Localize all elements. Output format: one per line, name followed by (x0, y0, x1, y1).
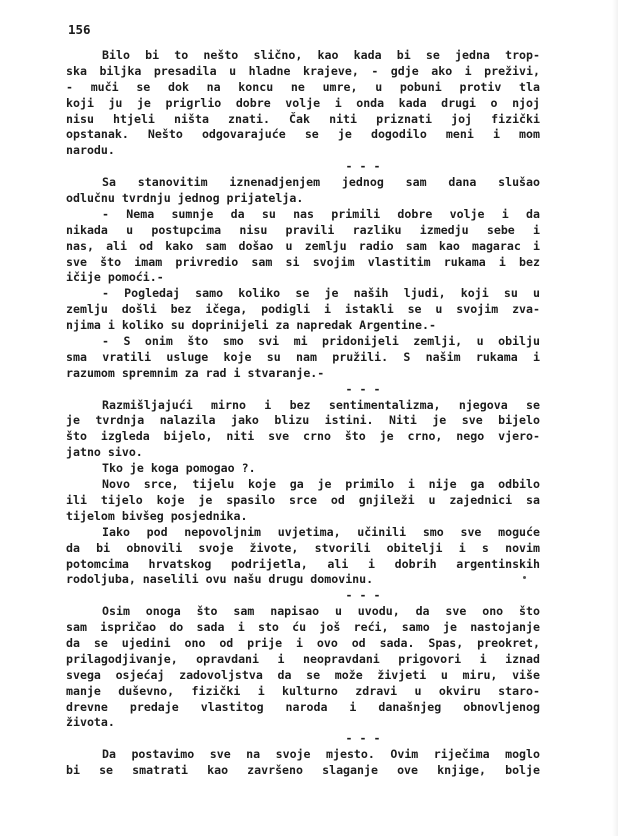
section-separator: - - - (345, 588, 381, 603)
text-line: tijelom bivšeg posjednika. (66, 508, 248, 523)
text-line: potomcima hrvatskog podrijetla, ali i dobrih argentinskih (66, 556, 540, 571)
text-line: - muči se dok na koncu ne umre, u pobuni protiv tla (66, 79, 540, 94)
text-line: je tvrdnja nalazila jako blizu istini. Niti je sve bijelo (66, 413, 540, 428)
text-line: rodoljuba, naselili ovu našu drugu domovinu. (66, 572, 374, 587)
text-line: ska biljka presadila u hladne krajeve, - gdje ako i preživi, (66, 63, 540, 78)
text-line: zemlju došli bez ičega, podigli i istakli se u svojim zva- (66, 302, 540, 317)
text-line: - Pogledaj samo koliko se je naših ljudi, koji su u (102, 286, 540, 301)
text-line: Novo srce, tijelu koje ga je primilo i nije ga odbilo (102, 477, 540, 492)
text-line: nikada u postupcima nisu pravili razliku izmedju sebe i (66, 222, 540, 237)
text-line: Bilo bi to nešto slično, kao kada bi se jedna trop- (102, 48, 540, 62)
section-separator: - - - (345, 381, 381, 396)
text-line: njima i koliko su doprinijeli za napredak Argentine.- (66, 318, 436, 333)
text-line: - Nema sumnje da su nas primili dobre volje i da (102, 206, 540, 221)
stray-mark (523, 576, 526, 579)
text-line: Sa stanovitim iznenadjenjem jednog sam dana slušao (102, 175, 540, 190)
text-line: odlučnu tvrdnju jednog prijatelja. (66, 191, 304, 206)
text-line: Osim onoga što sam napisao u uvodu, da sve ono što (102, 604, 540, 619)
text-line: Razmišljajući mirno i bez sentimentalizma, njegova se (102, 397, 540, 412)
text-line: prilagodjivanje, opravdani i neopravdani prigovori i iznad (66, 651, 540, 666)
text-line: narodu. (66, 143, 115, 158)
text-line: manje duševno, fizički i kulturno zdravi u okviru staro- (66, 683, 540, 698)
text-line: jatno sivo. (66, 445, 143, 460)
text-line: nas, ali od kako sam došao u zemlju radio sam kao magarac i (66, 238, 540, 253)
text-line: ičije pomoći.- (66, 270, 164, 285)
page-number: 156 (68, 22, 91, 37)
text-line: drevne predaje vlastitog naroda i današnjeg obnovljenog (66, 699, 540, 714)
text-line: da se ujedini ono od prije i ovo od sada. Spas, preokret, (66, 635, 540, 650)
text-line: što izgleda bijelo, niti sve crno što je crno, nego vjero- (66, 429, 540, 444)
section-separator: - - - (345, 731, 381, 746)
text-line: koji ju je prigrlio dobre volje i onda kada drugi o njoj (66, 95, 540, 110)
text-line: - S onim što smo svi mi pridonijeli zemlji, u obilju (102, 334, 540, 349)
body-text (66, 48, 540, 779)
text-line: ili tijelo koje je spasilo srce od gnjileži u zajednici sa (66, 492, 540, 507)
text-line: Iako pod nepovoljnim uvjetima, učinili smo sve moguće (102, 524, 540, 539)
text-line: opstanak. Nešto odgovarajuće se je dogodilo meni i mom (66, 127, 540, 142)
text-line: Tko je koga pomogao ?. (102, 461, 256, 476)
text-line: Da postavimo sve na svoje mjesto. Ovim riječima moglo (102, 747, 540, 762)
section-separator: - - - (345, 159, 381, 174)
text-line: bi se smatrati kao završeno slaganje ove knjige, bolje (66, 763, 540, 778)
text-line: sma vratili usluge koje su nam pružili. S našim rukama i (66, 349, 540, 364)
text-line: života. (66, 715, 115, 730)
page-edge (612, 0, 618, 836)
text-line: svega osjećaj zadovoljstva da se može živjeti u miru, više (66, 667, 540, 682)
text-line: da bi obnovili svoje živote, stvorili obitelji i s novim (66, 540, 540, 555)
text-line: sve što imam privredio sam si svojim vlastitim rukama i bez (66, 254, 540, 269)
text-line: razumom spremnim za rad i stvaranje.- (66, 365, 325, 380)
text-line: nisu htjeli ništa znati. Čak niti priznati joj fizički (66, 111, 540, 126)
text-line: sam ispričao do sada i sto ću još reći, samo je nastojanje (66, 620, 540, 635)
